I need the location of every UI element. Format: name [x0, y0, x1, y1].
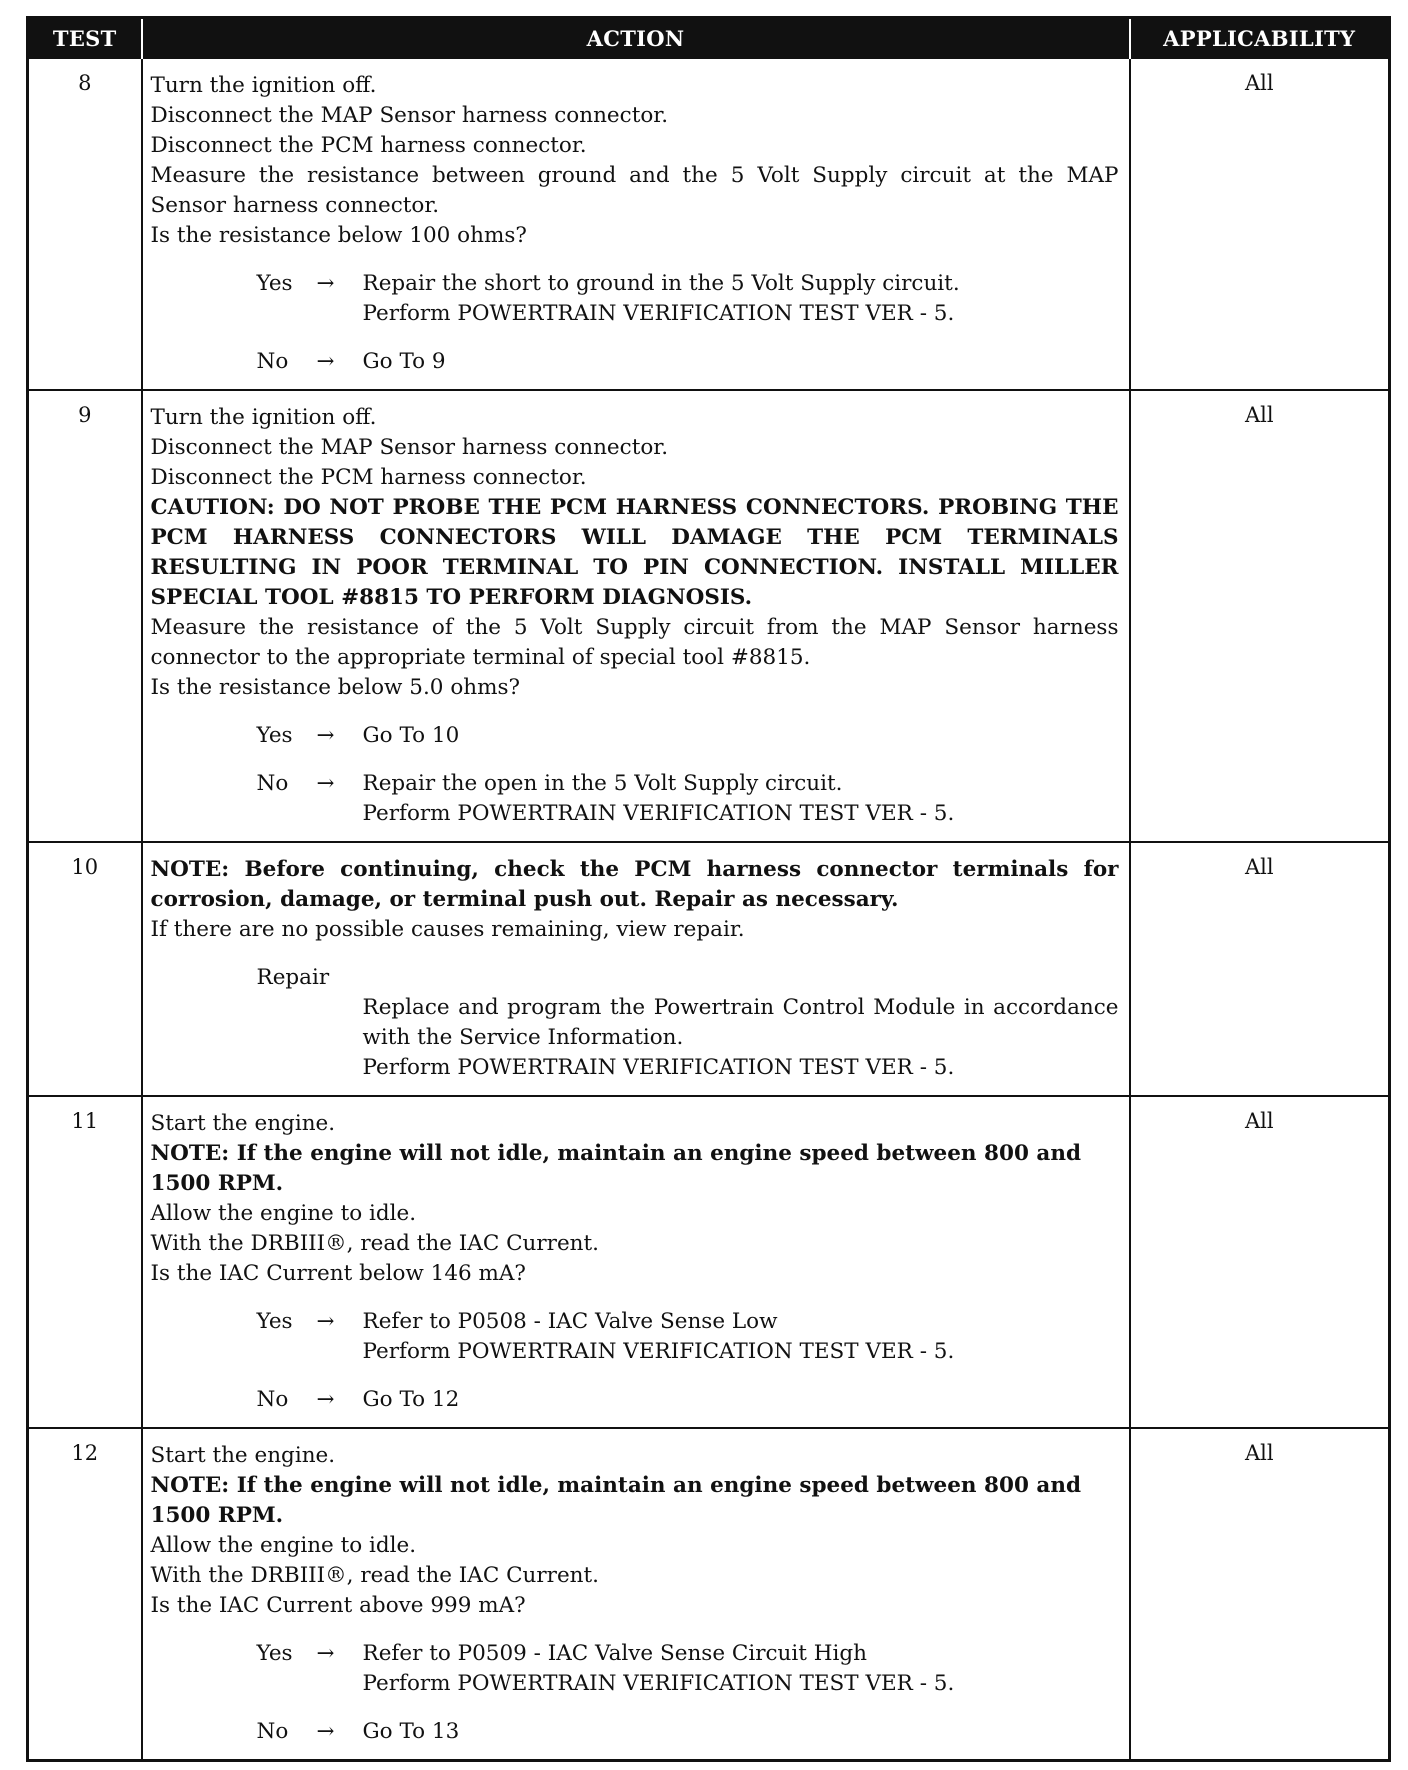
action-step: Disconnect the PCM harness connector. — [150, 465, 587, 490]
test-number: 8 — [28, 58, 142, 390]
no-label: No — [256, 771, 289, 796]
table-row-test-11 — [28, 1096, 1390, 1428]
applicability-cell: All — [1130, 58, 1390, 390]
result-line: Refer to P0508 - IAC Valve Sense Low — [362, 1309, 778, 1334]
applicability-cell: All — [1130, 390, 1390, 842]
result-line: Repair the short to ground in the 5 Volt Supply circuit. — [362, 271, 960, 296]
action-cell — [142, 842, 1130, 1096]
yes-outcome — [151, 269, 1119, 329]
result-line: Perform POWERTRAIN VERIFICATION TEST VER - 5. — [362, 801, 955, 826]
action-step: Turn the ignition off. — [150, 73, 377, 98]
header-test: TEST — [28, 18, 142, 59]
action-cell — [142, 1096, 1130, 1428]
table-row-test-10 — [28, 842, 1390, 1096]
no-outcome — [151, 769, 1119, 829]
no-label: No — [256, 1719, 289, 1744]
yes-outcome — [151, 721, 1119, 751]
yes-label: Yes — [256, 1309, 293, 1334]
arrow-right-icon: → — [316, 771, 335, 796]
header-action: ACTION — [142, 18, 1130, 59]
test-number: 10 — [28, 842, 142, 1096]
no-outcome — [151, 347, 1119, 377]
no-result — [363, 769, 1119, 829]
action-question: Is the resistance below 100 ohms? — [150, 223, 527, 248]
result-line: Refer to P0509 - IAC Valve Sense Circuit High — [362, 1641, 867, 1666]
result-line: Repair the open in the 5 Volt Supply circuit. — [362, 771, 843, 796]
action-cell — [142, 390, 1130, 842]
action-step: Allow the engine to idle. — [150, 1201, 417, 1226]
note-text: NOTE: If the engine will not idle, maintain an engine speed between 800 and 1500 RPM. — [150, 1473, 1081, 1528]
no-outcome — [151, 1385, 1119, 1415]
action-step: With the DRBIII®, read the IAC Current. — [150, 1563, 599, 1588]
repair-verify: Perform POWERTRAIN VERIFICATION TEST VER - 5. — [362, 1055, 955, 1080]
yes-result — [363, 721, 1119, 751]
action-question: Is the IAC Current below 146 mA? — [150, 1261, 526, 1286]
applicability-cell: All — [1130, 842, 1390, 1096]
no-result — [363, 1385, 1119, 1415]
arrow-right-icon: → — [316, 349, 335, 374]
action-step: Measure the resistance of the 5 Volt Supply circuit from the MAP Sensor harness connector to the appropriate terminal of special tool #8815. — [150, 615, 1119, 670]
table-row-test-8 — [28, 58, 1390, 390]
table-row-test-12 — [28, 1428, 1390, 1761]
test-number: 11 — [28, 1096, 142, 1428]
diagnostic-test-table — [26, 16, 1391, 1762]
action-step: Disconnect the MAP Sensor harness connector. — [150, 103, 669, 128]
table-header-row — [28, 18, 1390, 59]
applicability-cell: All — [1130, 1428, 1390, 1761]
result-line: Go To 12 — [362, 1387, 460, 1412]
action-step: Allow the engine to idle. — [150, 1533, 417, 1558]
header-applicability: APPLICABILITY — [1130, 18, 1390, 59]
no-result — [363, 1717, 1119, 1747]
result-line: Go To 9 — [362, 349, 446, 374]
action-step: Disconnect the PCM harness connector. — [150, 133, 587, 158]
test-number: 12 — [28, 1428, 142, 1761]
result-line: Perform POWERTRAIN VERIFICATION TEST VER - 5. — [362, 1339, 955, 1364]
note-text: NOTE: Before continuing, check the PCM harness connector terminals for corrosion, damage, or terminal push out. Repair as necessary. — [150, 857, 1119, 912]
table-row-test-9 — [28, 390, 1390, 842]
no-outcome — [151, 1717, 1119, 1747]
repair-label: Repair — [256, 965, 330, 990]
applicability-cell: All — [1130, 1096, 1390, 1428]
yes-result — [363, 269, 1119, 329]
action-cell — [142, 58, 1130, 390]
action-cell — [142, 1428, 1130, 1761]
yes-result — [363, 1307, 1119, 1367]
result-line: Go To 13 — [362, 1719, 460, 1744]
action-step: Start the engine. — [150, 1111, 336, 1136]
diagnostic-procedure-page — [26, 16, 1388, 1762]
yes-outcome — [151, 1639, 1119, 1699]
repair-text: Replace and program the Powertrain Control Module in accordance with the Service Information. — [362, 995, 1119, 1050]
note-text: NOTE: If the engine will not idle, maintain an engine speed between 800 and 1500 RPM. — [150, 1141, 1081, 1196]
result-line: Go To 10 — [362, 723, 460, 748]
action-step: Disconnect the MAP Sensor harness connector. — [150, 435, 669, 460]
action-question: Is the IAC Current above 999 mA? — [150, 1593, 526, 1618]
action-step: With the DRBIII®, read the IAC Current. — [150, 1231, 599, 1256]
arrow-right-icon: → — [316, 1641, 335, 1666]
yes-label: Yes — [256, 1641, 293, 1666]
yes-label: Yes — [256, 271, 293, 296]
yes-label: Yes — [256, 723, 293, 748]
result-line: Perform POWERTRAIN VERIFICATION TEST VER - 5. — [362, 301, 955, 326]
yes-result — [363, 1639, 1119, 1699]
action-question: Is the resistance below 5.0 ohms? — [150, 675, 521, 700]
arrow-right-icon: → — [316, 1387, 335, 1412]
no-label: No — [256, 349, 289, 374]
yes-outcome — [151, 1307, 1119, 1367]
action-step: Turn the ignition off. — [150, 405, 377, 430]
arrow-right-icon: → — [316, 271, 335, 296]
arrow-right-icon: → — [316, 1719, 335, 1744]
result-line: Perform POWERTRAIN VERIFICATION TEST VER - 5. — [362, 1671, 955, 1696]
arrow-right-icon: → — [316, 723, 335, 748]
caution-text: CAUTION: DO NOT PROBE THE PCM HARNESS CONNECTORS. PROBING THE PCM HARNESS CONNECTORS WILL DAMAGE THE PCM TERMINALS RESULTING IN POOR TERMINAL TO PIN CONNECTION. INSTALL MILLER SPECIAL TOOL #8815 TO PERFORM DIAGNOSIS. — [150, 495, 1119, 610]
no-result — [363, 347, 1119, 377]
action-step: Measure the resistance between ground and the 5 Volt Supply circuit at the MAP Sensor harness connector. — [150, 163, 1119, 218]
test-number: 9 — [28, 390, 142, 842]
action-step: If there are no possible causes remaining, view repair. — [150, 917, 745, 942]
action-step: Start the engine. — [150, 1443, 336, 1468]
no-label: No — [256, 1387, 289, 1412]
arrow-right-icon: → — [316, 1309, 335, 1334]
